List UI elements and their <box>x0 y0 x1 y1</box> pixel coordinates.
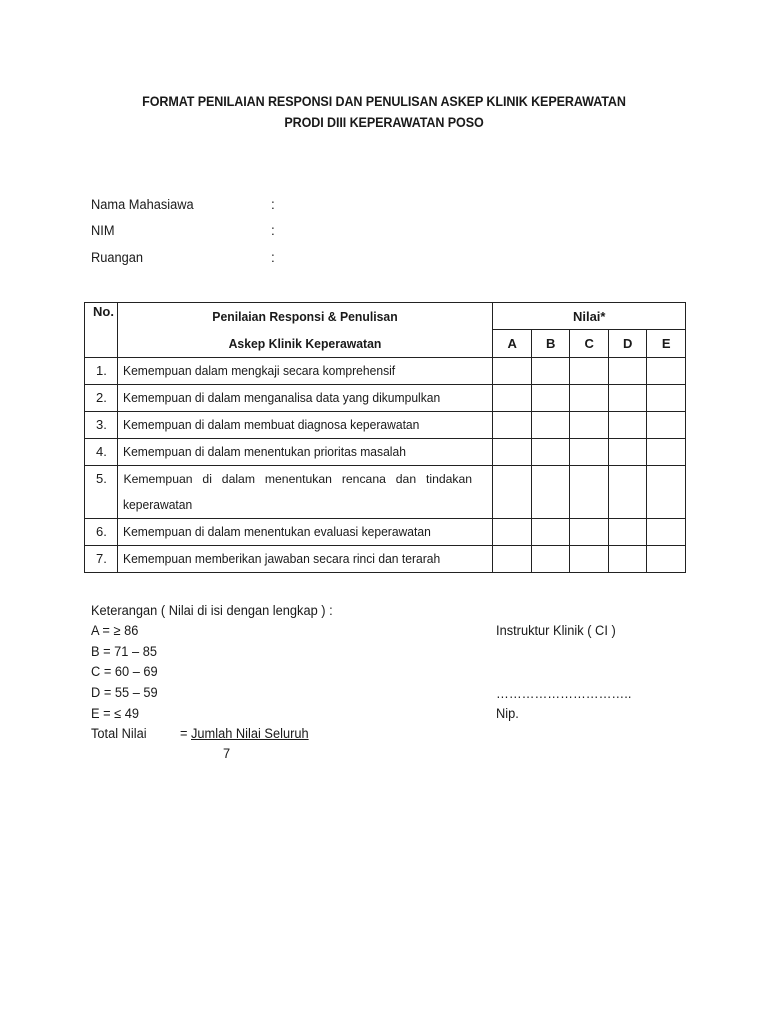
grade-cell[interactable] <box>570 358 609 385</box>
grade-cell[interactable] <box>493 358 532 385</box>
grade-cell[interactable] <box>608 466 647 519</box>
row-criterion-text: Kemempuan di dalam menentukan evaluasi keperawatan <box>123 524 432 539</box>
grade-cell[interactable] <box>608 358 647 385</box>
row-criterion-text: Kemempuan memberikan jawaban secara rinci dan terarah <box>123 551 441 566</box>
grade-cell[interactable] <box>493 546 532 573</box>
nip-label: Nip. <box>496 706 519 721</box>
legend-grade-b: B = 71 – 85 <box>91 644 157 659</box>
assessment-table <box>84 302 686 573</box>
grade-cell[interactable] <box>493 466 532 519</box>
grade-cell[interactable] <box>608 546 647 573</box>
table-row <box>85 412 686 439</box>
row-criterion <box>118 385 493 412</box>
grade-cell[interactable] <box>570 412 609 439</box>
row-number: 3. <box>85 412 118 439</box>
row-criterion-text: Kemempuan dalam mengkaji secara komprehensif <box>123 363 396 378</box>
row-criterion-text-line2: keperawatan <box>123 497 193 512</box>
grade-cell[interactable] <box>531 385 570 412</box>
row-criterion-text: Kemempuan di dalam membuat diagnosa keperawatan <box>123 417 420 432</box>
row-criterion <box>118 439 493 466</box>
row-criterion <box>118 546 493 573</box>
table-row <box>85 385 686 412</box>
table-row <box>85 439 686 466</box>
row-criterion <box>118 519 493 546</box>
row-number: 5. <box>85 466 118 519</box>
field-colon-ruangan: : <box>271 250 275 265</box>
grade-cell[interactable] <box>493 385 532 412</box>
row-criterion <box>118 358 493 385</box>
grade-cell[interactable] <box>647 466 686 519</box>
legend-grade-d: D = 55 – 59 <box>91 685 158 700</box>
grade-cell[interactable] <box>608 439 647 466</box>
grade-cell[interactable] <box>531 466 570 519</box>
legend-grade-a: A = ≥ 86 <box>91 623 139 638</box>
grade-header-e: E <box>647 330 686 358</box>
field-label-nama: Nama Mahasiawa <box>91 197 194 212</box>
grade-cell[interactable] <box>531 439 570 466</box>
row-number: 7. <box>85 546 118 573</box>
header-criteria <box>118 303 493 358</box>
grade-cell[interactable] <box>647 519 686 546</box>
row-number: 1. <box>85 358 118 385</box>
row-number: 4. <box>85 439 118 466</box>
grade-cell[interactable] <box>531 358 570 385</box>
grade-cell[interactable] <box>493 412 532 439</box>
row-criterion-text: Kemempuan di dalam menentukan prioritas masalah <box>123 444 407 459</box>
row-criterion-text: Kemempuan di dalam menganalisa data yang dikumpulkan <box>123 390 441 405</box>
total-numerator: Jumlah Nilai Seluruh <box>191 726 309 741</box>
document-title-line1: FORMAT PENILAIAN RESPONSI DAN PENULISAN ASKEP KLINIK KEPERAWATAN <box>142 94 626 109</box>
grade-cell[interactable] <box>608 519 647 546</box>
signature-line: ………………………….. <box>496 686 632 701</box>
header-no: No. <box>85 303 118 358</box>
field-colon-nim: : <box>271 223 275 238</box>
row-criterion <box>118 412 493 439</box>
row-number: 6. <box>85 519 118 546</box>
grade-header-b: B <box>531 330 570 358</box>
table-row <box>85 546 686 573</box>
table-row <box>85 358 686 385</box>
table-header-row <box>85 303 686 330</box>
grade-cell[interactable] <box>570 439 609 466</box>
field-label-ruangan: Ruangan <box>91 250 144 265</box>
table-row <box>85 466 686 519</box>
row-number: 2. <box>85 385 118 412</box>
instructor-role: Instruktur Klinik ( CI ) <box>496 623 616 638</box>
grade-header-c: C <box>570 330 609 358</box>
grade-cell[interactable] <box>570 546 609 573</box>
legend-grade-c: C = 60 – 69 <box>91 664 158 679</box>
row-criterion <box>118 466 493 519</box>
grade-header-d: D <box>608 330 647 358</box>
grade-cell[interactable] <box>493 439 532 466</box>
grade-cell[interactable] <box>531 412 570 439</box>
field-colon-nama: : <box>271 197 275 212</box>
grade-cell[interactable] <box>493 519 532 546</box>
grade-cell[interactable] <box>608 385 647 412</box>
legend-grade-e: E = ≤ 49 <box>91 706 140 721</box>
legend-heading: Keterangan ( Nilai di isi dengan lengkap ) : <box>91 603 333 618</box>
grade-cell[interactable] <box>647 385 686 412</box>
header-criteria-line2: Askep Klinik Keperawatan <box>229 336 382 351</box>
grade-cell[interactable] <box>608 412 647 439</box>
header-criteria-line1: Penilaian Responsi & Penulisan <box>212 309 399 324</box>
grade-header-a: A <box>493 330 532 358</box>
document-title-line2: PRODI DIII KEPERAWATAN POSO <box>284 115 484 130</box>
table-row <box>85 519 686 546</box>
grade-cell[interactable] <box>647 358 686 385</box>
field-label-nim: NIM <box>91 223 115 238</box>
total-equals: = <box>180 726 188 741</box>
row-criterion-text-line1: Kemempuan di dalam menentukan rencana dan tindakan <box>123 472 473 486</box>
total-denominator: 7 <box>223 746 231 761</box>
grade-cell[interactable] <box>647 546 686 573</box>
header-nilai: Nilai* <box>493 303 686 330</box>
total-label: Total Nilai <box>91 726 147 741</box>
grade-cell[interactable] <box>647 412 686 439</box>
grade-cell[interactable] <box>531 519 570 546</box>
grade-cell[interactable] <box>570 385 609 412</box>
grade-cell[interactable] <box>570 519 609 546</box>
grade-cell[interactable] <box>570 466 609 519</box>
grade-cell[interactable] <box>531 546 570 573</box>
grade-cell[interactable] <box>647 439 686 466</box>
